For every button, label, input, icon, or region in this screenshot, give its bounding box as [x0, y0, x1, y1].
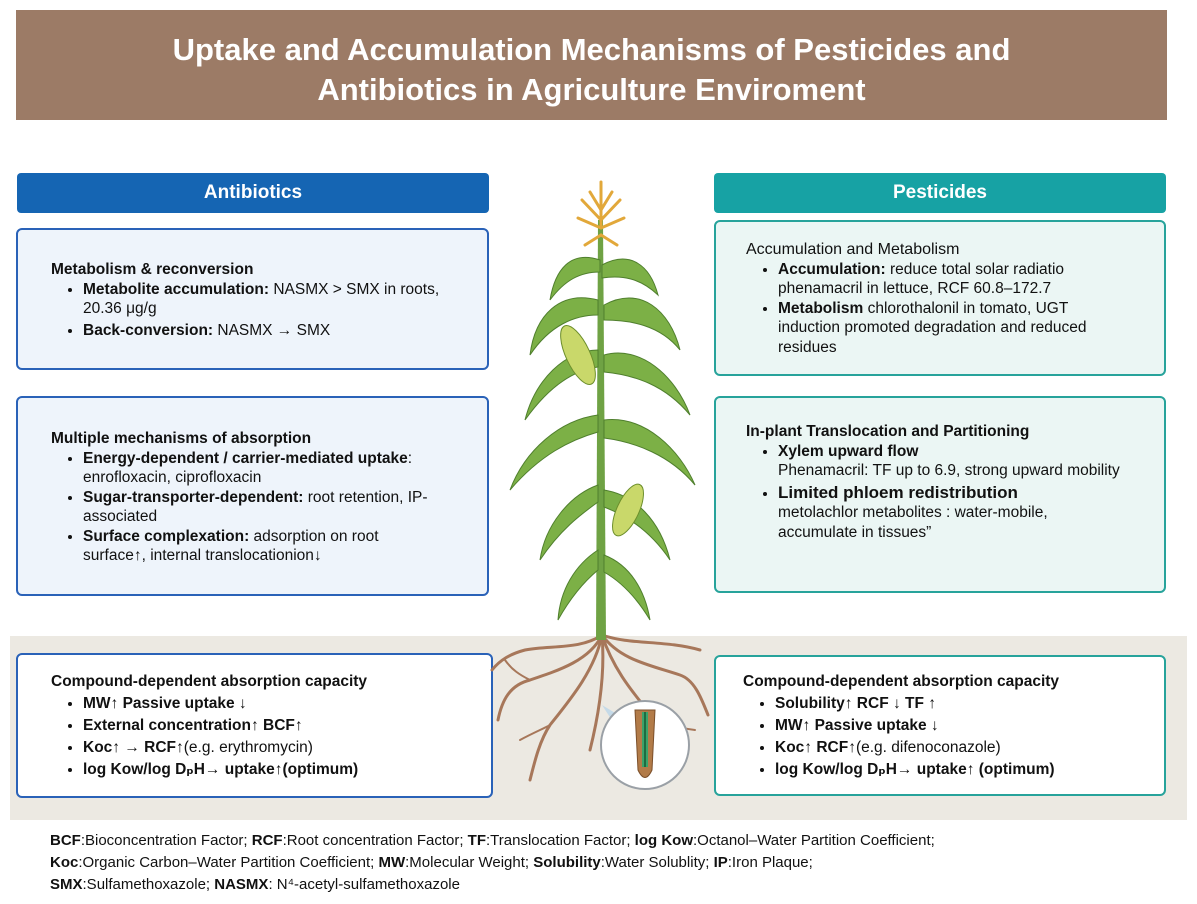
item-text: NASMX → SMX [213, 321, 331, 339]
item-label: Sugar-transporter-dependent: [83, 488, 304, 506]
item-label: Solubility↑ RCF ↓ TF ↑ [775, 695, 937, 712]
list-item [778, 483, 1128, 543]
legend-item: IP:Iron Plaque; [713, 854, 813, 871]
item-text: metolachlor metabolites : water-mobile, accumulate in tissues” [778, 504, 1048, 541]
tassel [578, 182, 624, 245]
list-item [778, 442, 1128, 481]
legend-item: log Kow:Octanol–Water Partition Coefficient; [634, 832, 935, 849]
pesticides-translocation-box [714, 396, 1166, 593]
item-text: (e.g. difenoconazole) [855, 739, 1001, 756]
item-text: : enrofloxacin, ciprofloxacin [83, 449, 413, 486]
item-label: log Kow/log DₚH→ uptake↑(optimum) [83, 761, 359, 778]
list-item [83, 449, 443, 488]
list-item [83, 321, 453, 341]
item-label: Limited phloem redistribution [778, 482, 1018, 502]
root-tip-inset-icon [601, 701, 689, 789]
list-item [83, 715, 471, 737]
item-label: Surface complexation: [83, 527, 250, 545]
item-label: MW↑ Passive uptake ↓ [775, 717, 939, 734]
item-label: Back-conversion: [83, 321, 214, 339]
list-item [83, 737, 471, 759]
page-title: Uptake and Accumulation Mechanisms of Pesticides and Antibiotics in Agriculture Enviroment [172, 32, 1011, 107]
list-item [778, 299, 1108, 358]
legend-item: SMX:Sulfamethoxazole; [50, 876, 215, 893]
list-item [775, 715, 1144, 737]
item-label: Xylem upward flow [778, 442, 919, 460]
list-item [775, 737, 1144, 759]
list-item [83, 527, 443, 566]
item-text: chlorothalonil in tomato, UGT induction promoted degradation and reduced residues [778, 299, 1087, 356]
antibiotics-header: Antibiotics [17, 173, 489, 213]
item-text: root retention, IP-associated [83, 488, 428, 525]
legend-item: BCF:Bioconcentration Factor; [50, 832, 252, 849]
box-title: Compound-dependent absorption capacity [743, 673, 1060, 690]
list-item [83, 693, 471, 715]
item-text: reduce total solar radiatio phenamacril in lettuce, RCF 60.8–172.7 [778, 260, 1065, 297]
list-item [83, 488, 443, 527]
title-banner [16, 10, 1167, 120]
box-title: Multiple mechanisms of absorption [51, 430, 312, 447]
item-label: External concentration↑ BCF↑ [83, 717, 303, 734]
legend-item: NASMX: N⁴-acetyl-sulfamethoxazole [214, 876, 460, 893]
item-text: (e.g. erythromycin) [183, 739, 313, 756]
item-label: MW↑ Passive uptake ↓ [83, 695, 247, 712]
corn-plant-illustration [490, 180, 715, 800]
abbreviation-legend [50, 830, 1170, 896]
list-item [778, 260, 1108, 299]
pesticides-compound-box [714, 655, 1166, 796]
box-title: Metabolism & reconversion [51, 261, 254, 278]
item-label: log Kow/log DₚH→ uptake↑ (optimum) [775, 761, 1055, 778]
legend-item: RCF:Root concentration Factor; [251, 832, 468, 849]
item-label: Metabolite accumulation: [83, 280, 270, 298]
list-item [83, 759, 471, 781]
item-label: Energy-dependent / carrier-mediated uptake [83, 449, 408, 467]
antibiotics-absorption-box [16, 396, 489, 596]
item-label: Metabolism [778, 299, 864, 317]
antibiotics-metabolism-box [16, 228, 489, 370]
item-text: adsorption on root surface↑, internal translocationion↓ [83, 527, 379, 564]
item-text: Phenamacril: TF up to 6.9, strong upward mobility [778, 462, 1120, 479]
item-label: Accumulation: [778, 260, 886, 278]
list-item [775, 759, 1144, 781]
box-title: In-plant Translocation and Partitioning [746, 423, 1030, 440]
pesticides-header: Pesticides [714, 173, 1166, 213]
list-item [83, 280, 453, 319]
box-title: Compound-dependent absorption capacity [51, 673, 368, 690]
antibiotics-compound-box [16, 653, 493, 798]
box-title: Accumulation and Metabolism [746, 241, 960, 258]
item-label: Koc↑ RCF↑ [775, 739, 856, 756]
item-label: Koc↑ → RCF↑ [83, 739, 184, 756]
legend-item: TF:Translocation Factor; [467, 832, 635, 849]
legend-item: Solubility:Water Solublity; [533, 854, 714, 871]
list-item [775, 693, 1144, 715]
item-text: NASMX > SMX in roots, 20.36 μg/g [83, 280, 440, 317]
legend-item: Koc:Organic Carbon–Water Partition Coefficient; [50, 854, 379, 871]
pesticides-accumulation-box [714, 220, 1166, 376]
legend-item: MW:Molecular Weight; [378, 854, 534, 871]
